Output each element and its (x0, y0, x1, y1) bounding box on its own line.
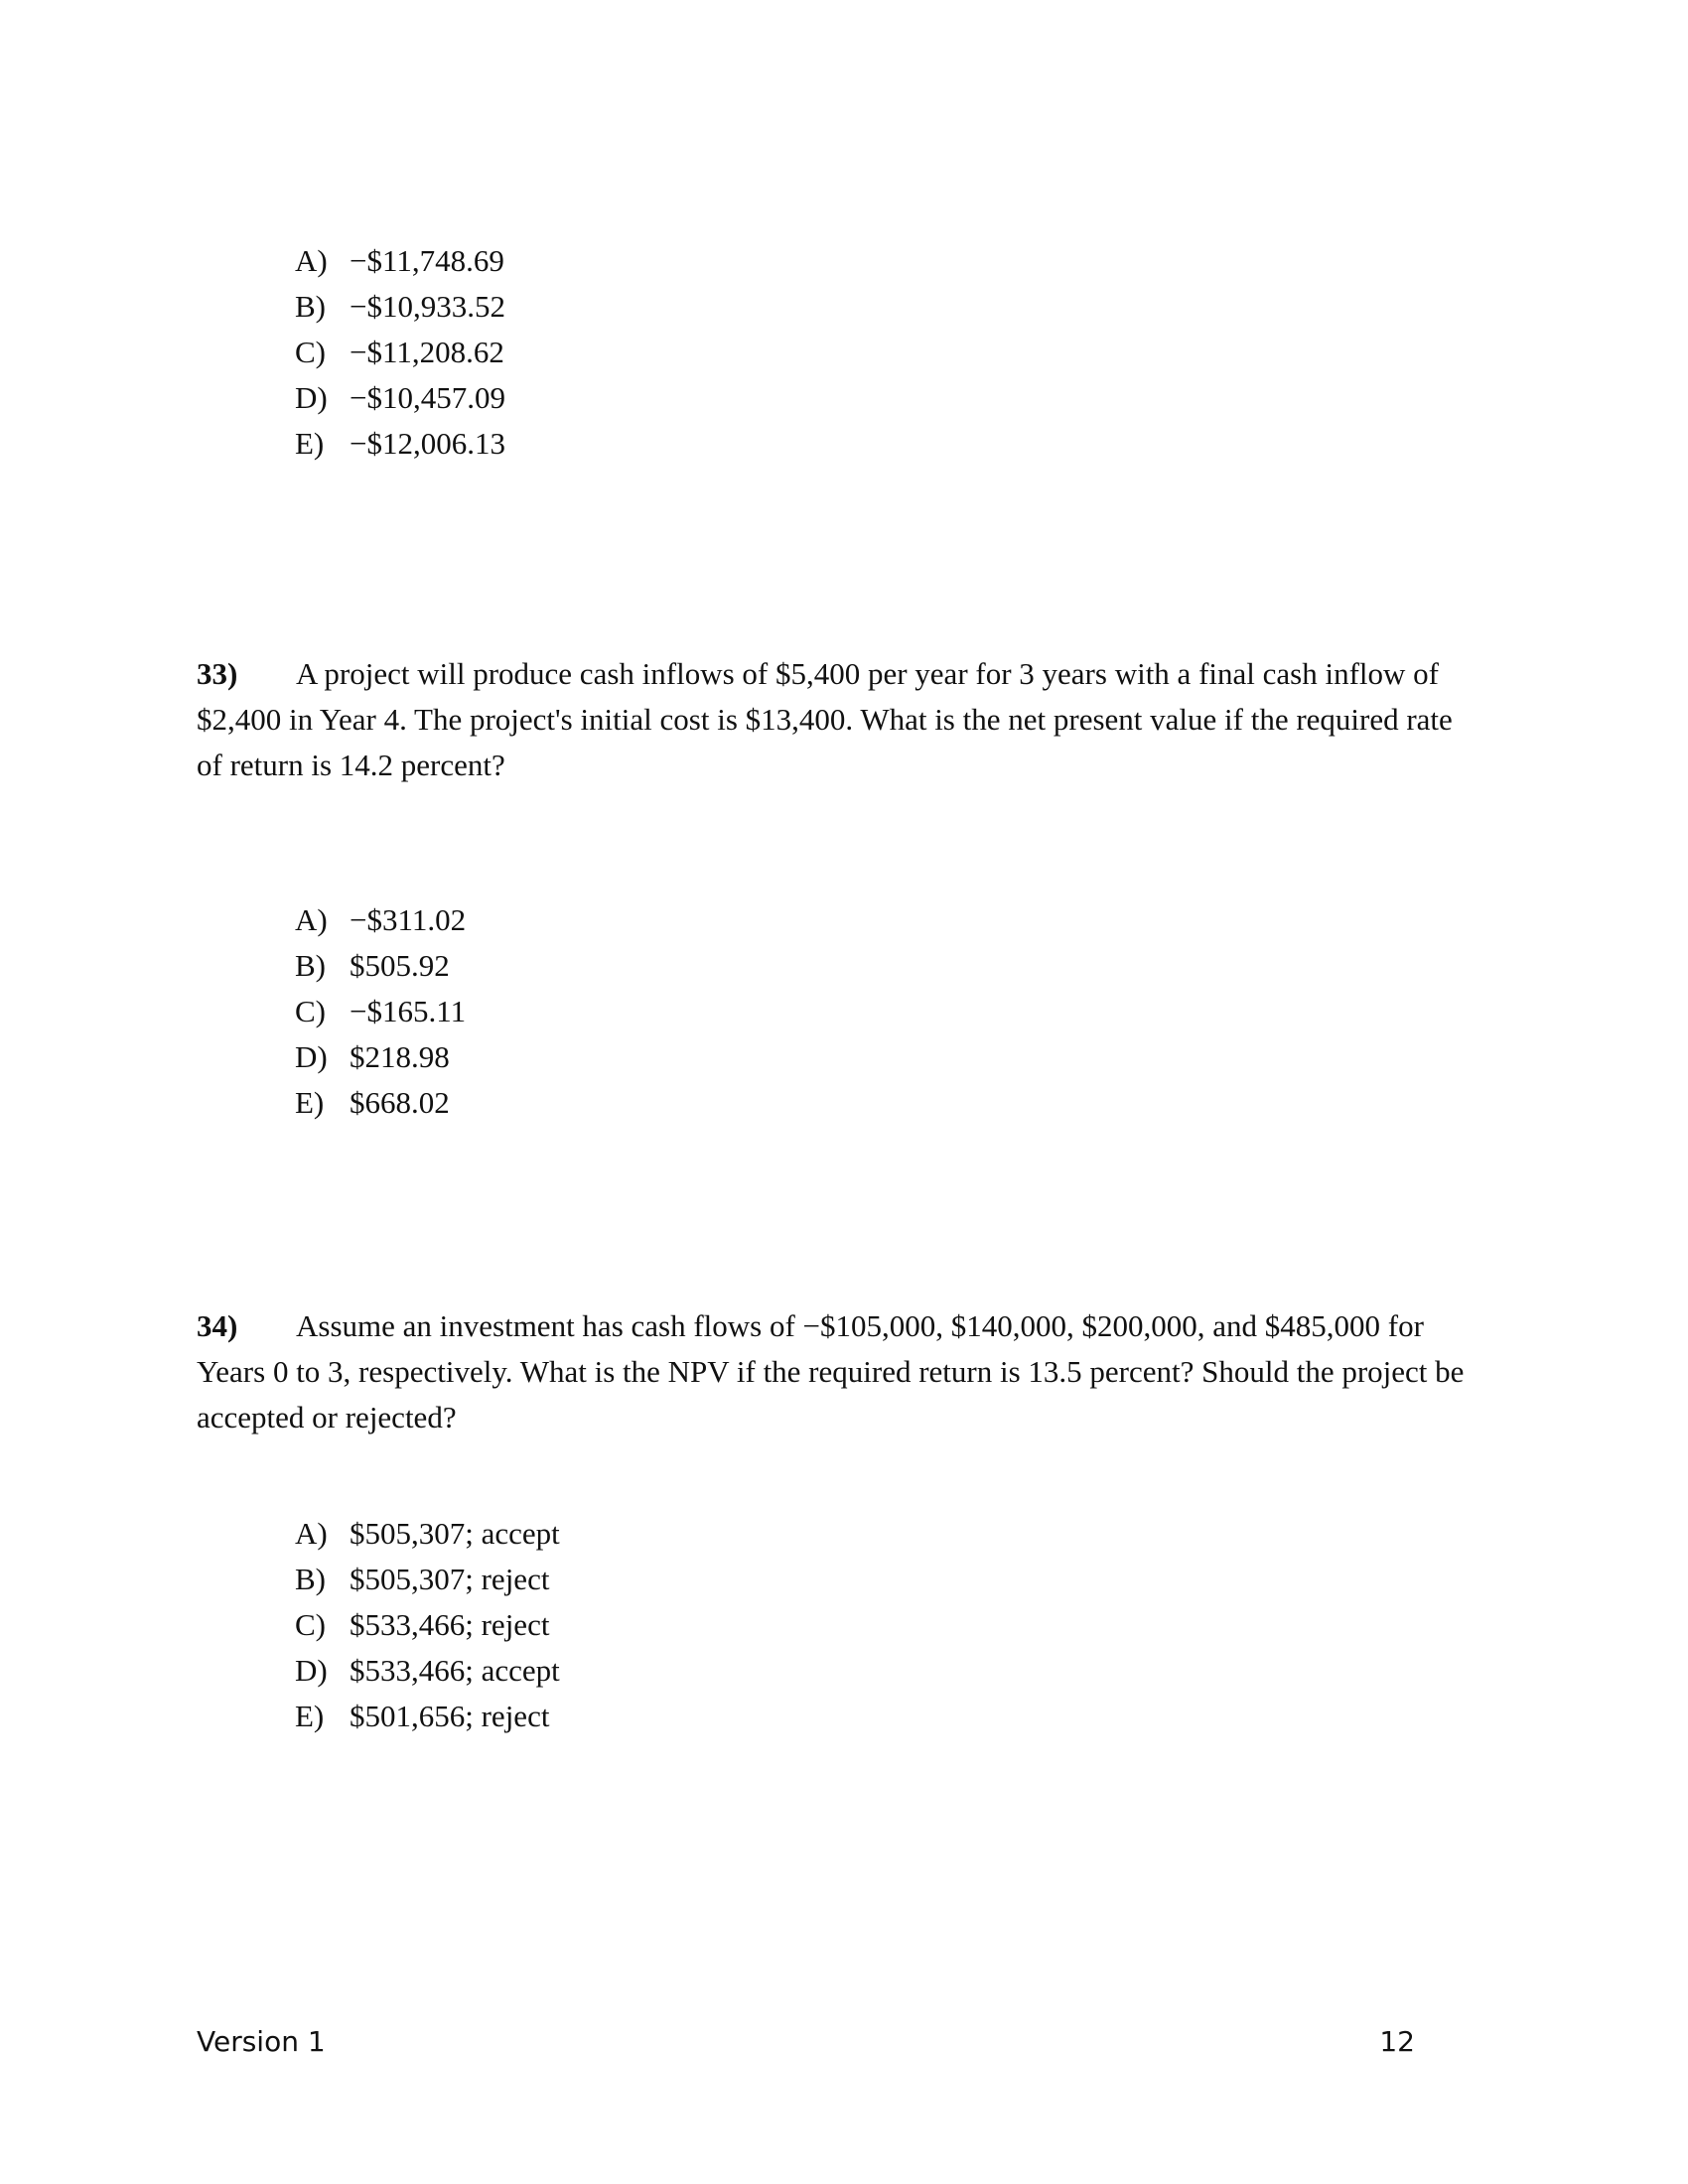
option-letter: C) (295, 994, 326, 1028)
option-letter: A) (295, 902, 328, 937)
option-letter: C) (295, 1607, 326, 1642)
footer-page-number: 12 (1379, 2025, 1415, 2058)
option-text: −$311.02 (350, 902, 467, 937)
option-c (295, 330, 505, 375)
option-letter: A) (295, 243, 328, 278)
option-letter: A) (295, 1516, 328, 1551)
option-letter: B) (295, 1562, 326, 1596)
question-text: Assume an investment has cash flows of −$105,000, $140,000, $200,000, and $485,000 for Years 0 to 3, respectively. What is the NPV if the required return is 13.5 percent? Should the project be accepted or rejected? (197, 1308, 1465, 1434)
option-b (295, 1557, 560, 1602)
option-text: −$12,006.13 (350, 426, 505, 461)
option-text: −$10,933.52 (350, 289, 505, 324)
option-text: $533,466; accept (350, 1653, 560, 1688)
option-b (295, 284, 505, 330)
option-text: $501,656; reject (350, 1699, 550, 1733)
question-number: 34) (197, 1308, 238, 1343)
option-letter: E) (295, 1085, 325, 1120)
option-d (295, 1648, 560, 1694)
option-letter: E) (295, 426, 325, 461)
option-text: $505,307; accept (350, 1516, 560, 1551)
option-c (295, 989, 466, 1034)
option-letter: B) (295, 948, 326, 983)
option-text: −$165.11 (350, 994, 467, 1028)
option-text: −$11,208.62 (350, 335, 504, 369)
question-34 (197, 1303, 1477, 1440)
question-34-options (295, 1511, 560, 1739)
option-letter: C) (295, 335, 326, 369)
option-letter: D) (295, 1653, 328, 1688)
option-e (295, 421, 505, 467)
option-text: $505,307; reject (350, 1562, 550, 1596)
footer-version: Version 1 (197, 2025, 326, 2058)
option-text: $218.98 (350, 1039, 450, 1074)
option-letter: E) (295, 1699, 325, 1733)
option-letter: D) (295, 380, 328, 415)
option-e (295, 1080, 466, 1126)
option-a (295, 897, 466, 943)
option-e (295, 1694, 560, 1739)
option-d (295, 1034, 466, 1080)
option-letter: D) (295, 1039, 328, 1074)
option-text: $668.02 (350, 1085, 450, 1120)
option-a (295, 238, 505, 284)
option-text: −$11,748.69 (350, 243, 504, 278)
question-number: 33) (197, 656, 238, 691)
prev-question-options (295, 238, 505, 467)
option-text: $533,466; reject (350, 1607, 550, 1642)
question-text: A project will produce cash inflows of $5,400 per year for 3 years with a final cash inflow of $2,400 in Year 4. The project's initial cost is $13,400. What is the net present value if the required rate of return is 14.2 percent? (197, 656, 1453, 782)
option-d (295, 375, 505, 421)
option-c (295, 1602, 560, 1648)
question-33 (197, 651, 1477, 788)
option-text: $505.92 (350, 948, 450, 983)
option-b (295, 943, 466, 989)
option-letter: B) (295, 289, 326, 324)
question-33-options (295, 897, 466, 1126)
option-text: −$10,457.09 (350, 380, 505, 415)
option-a (295, 1511, 560, 1557)
